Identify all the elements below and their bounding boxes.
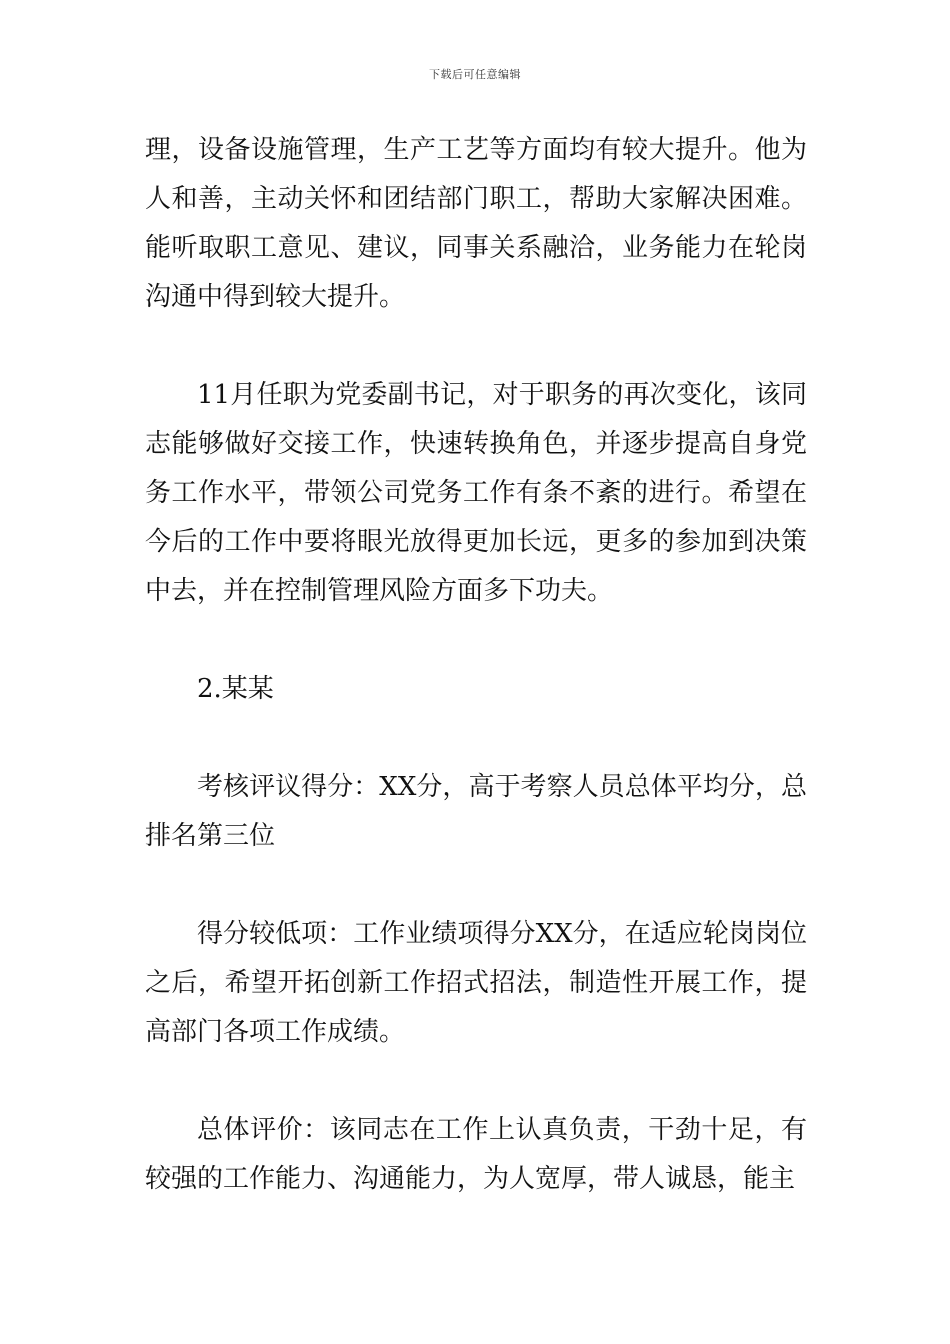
paragraph-spacer	[145, 1057, 807, 1106]
paragraph-spacer	[145, 322, 807, 371]
paragraph-spacer	[145, 861, 807, 910]
paragraph-score: 考核评议得分：XX分，高于考察人员总体平均分，总排名第三位	[145, 772, 807, 851]
section-heading: 2.某某	[197, 674, 274, 704]
page-header: 下载后可任意编辑	[429, 68, 521, 81]
paragraph-continuation: 理，设备设施管理，生产工艺等方面均有较大提升。他为人和善，主动关怀和团结部门职工，帮助大家解决困难。能听取职工意见、建议，同事关系融洽，业务能力在轮岗沟通中得到较大提升。	[145, 135, 807, 312]
paragraph-low-score: 得分较低项：工作业绩项得分XX分，在适应轮岗岗位之后，希望开拓创新工作招式招法，制造性开展工作，提高部门各项工作成绩。	[145, 919, 807, 1047]
paragraph-overall-evaluation: 总体评价：该同志在工作上认真负责，干劲十足，有较强的工作能力、沟通能力，为人宽厚，带人诚恳，能主	[145, 1115, 807, 1194]
paragraph-spacer	[145, 616, 807, 665]
paragraph-spacer	[145, 714, 807, 763]
document-body	[145, 126, 807, 1204]
paragraph-appointment: 11月任职为党委副书记，对于职务的再次变化，该同志能够做好交接工作，快速转换角色，并逐步提高自身党务工作水平，带领公司党务工作有条不紊的进行。希望在今后的工作中要将眼光放得更加长远，更多的参加到决策中去，并在控制管理风险方面多下功夫。	[145, 380, 807, 606]
